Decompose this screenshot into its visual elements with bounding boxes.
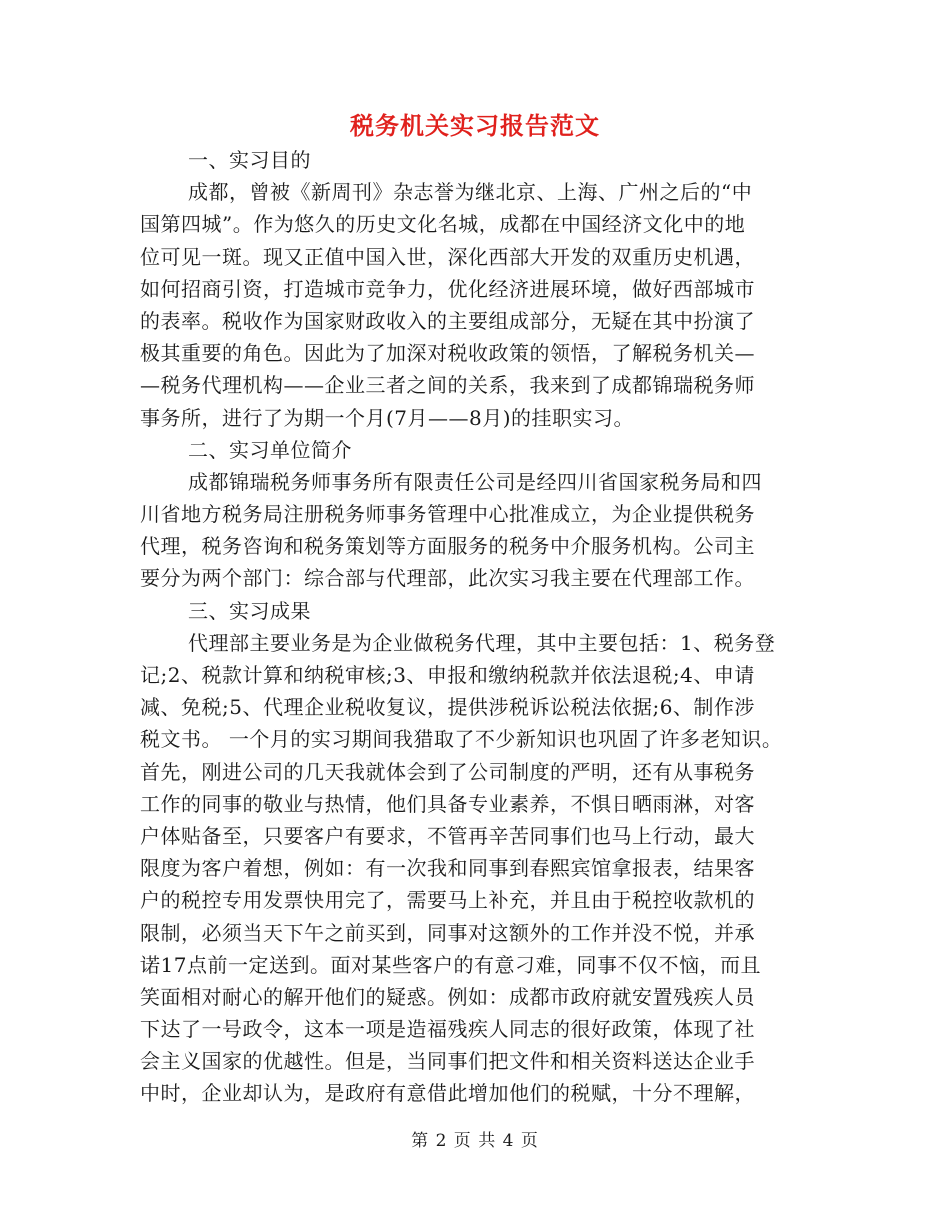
paragraph-line: 记;2、税款计算和纳税审核;3、申报和缴纳税款并依法退税;4、申请 <box>140 663 755 687</box>
paragraph-line: 会主义国家的优越性。但是，当同事们把文件和相关资料送达企业手 <box>140 1049 755 1074</box>
paragraph-line: 限制，必须当天下午之前买到，同事对这额外的工作并没不悦，并承 <box>140 920 755 945</box>
page-number-footer: 第 2 页 共 4 页 <box>411 1131 539 1151</box>
paragraph-line: 极其重要的角色。因此为了加深对税收政策的领悟，了解税务机关— <box>140 341 755 366</box>
paragraph-line: 代理部主要业务是为企业做税务代理，其中主要包括：1、税务登 <box>188 630 776 655</box>
paragraph-line: 事务所，进行了为期一个月(7月——8月)的挂职实习。 <box>140 405 635 430</box>
paragraph-line: 要分为两个部门：综合部与代理部，此次实习我主要在代理部工作。 <box>140 566 755 591</box>
paragraph-line: 成都锦瑞税务师事务所有限责任公司是经四川省国家税务局和四 <box>188 469 762 494</box>
paragraph-line: 如何招商引资，打造城市竞争力，优化经济进展环境，做好西部城市 <box>140 276 755 301</box>
paragraph-line: 国第四城”。作为悠久的历史文化名城，成都在中国经济文化中的地 <box>140 212 746 237</box>
paragraph-line: 笑面相对耐心的解开他们的疑惑。例如：成都市政府就安置残疾人员 <box>140 984 755 1009</box>
paragraph-line: 的表率。税收作为国家财政收入的主要组成部分，无疑在其中扮演了 <box>140 308 755 333</box>
paragraph-line: 位可见一斑。现又正值中国入世，深化西部大开发的双重历史机遇， <box>140 244 755 269</box>
section-heading-results: 三、实习成果 <box>188 598 311 623</box>
paragraph-line: 下达了一号政令，这本一项是造福残疾人同志的很好政策，体现了社 <box>140 1017 755 1042</box>
paragraph-line: 户体贴备至，只要客户有要求，不管再辛苦同事们也马上行动，最大 <box>140 823 755 848</box>
paragraph-line: 限度为客户着想，例如：有一次我和同事到春熙宾馆拿报表，结果客 <box>140 856 755 881</box>
paragraph-line: 中时，企业却认为，是政府有意借此增加他们的税赋，十分不理解， <box>140 1081 755 1106</box>
paragraph-line: 首先，刚进公司的几天我就体会到了公司制度的严明，还有从事税务 <box>140 759 755 784</box>
paragraph-line: —税务代理机构——企业三者之间的关系，我来到了成都锦瑞税务师 <box>140 373 755 398</box>
paragraph-line: 工作的同事的敬业与热情，他们具备专业素养，不惧日晒雨淋，对客 <box>140 791 755 816</box>
paragraph-line: 税文书。 一个月的实习期间我猎取了不少新知识也巩固了许多老知识。 <box>140 727 783 752</box>
section-heading-purpose: 一、实习目的 <box>188 148 311 172</box>
section-heading-unit: 二、实习单位简介 <box>188 437 352 462</box>
document-title: 税务机关实习报告范文 <box>350 111 600 140</box>
paragraph-line: 川省地方税务局注册税务师事务管理中心批准成立，为企业提供税务 <box>140 502 755 527</box>
paragraph-line: 成都，曾被《新周刊》杂志誉为继北京、上海、广州之后的“中 <box>188 180 753 205</box>
paragraph-line: 减、免税;5、代理企业税收复议，提供涉税诉讼税法依据;6、制作涉 <box>140 695 755 720</box>
document-body <box>140 144 820 1110</box>
paragraph-line: 户的税控专用发票快用完了，需要马上补充，并且由于税控收款机的 <box>140 888 755 913</box>
paragraph-line: 代理，税务咨询和税务策划等方面服务的税务中介服务机构。公司主 <box>140 534 755 559</box>
paragraph-line: 诺17点前一定送到。面对某些客户的有意刁难，同事不仅不恼，而且 <box>140 952 761 977</box>
